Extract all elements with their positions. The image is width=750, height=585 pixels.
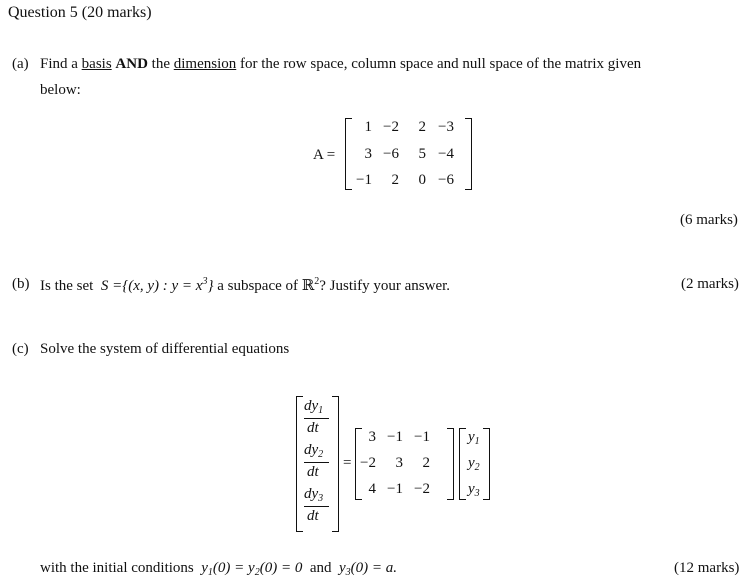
- part-c-text: Solve the system of differential equations: [40, 341, 290, 357]
- matrix-a-cell: 2: [391, 172, 399, 188]
- coefficient-matrix-cell: 2: [422, 455, 430, 471]
- question-title: Question 5 (20 marks): [8, 4, 152, 21]
- derivative-denominator: dt: [307, 420, 319, 436]
- matrix-a-right-bracket: [465, 118, 472, 190]
- matrix-a-cell: −1: [356, 172, 372, 188]
- matrix-a-cell: 5: [418, 146, 426, 162]
- dimension-word: dimension: [173, 56, 237, 72]
- matrix-a-cell: 0: [418, 172, 426, 188]
- fraction-bar: [304, 506, 329, 507]
- fraction-bar: [304, 418, 329, 419]
- real-space-symbol: ℝ: [301, 278, 315, 294]
- matrix-a-cell: −6: [438, 172, 454, 188]
- part-a-text: Find a basis AND the dimension for the row space, column space and null space of the matrix given: [40, 56, 642, 72]
- y-vector-cell: $y_3$: [468, 481, 480, 499]
- coefficient-matrix-cell: −1: [387, 481, 403, 497]
- system-equals: =: [343, 455, 352, 471]
- coefficient-matrix-cell: −2: [360, 455, 376, 471]
- matrix-a-cell: −2: [383, 119, 399, 135]
- part-b-label: (b): [12, 276, 30, 292]
- coef-right-bracket: [447, 428, 454, 500]
- part-c-label: (c): [12, 341, 29, 357]
- matrix-a-cell: 2: [418, 119, 426, 135]
- part-b-marks: (2 marks): [681, 276, 739, 292]
- basis-word: basis: [81, 56, 112, 72]
- deriv-left-bracket: [296, 396, 303, 532]
- matrix-a-name: A =: [313, 147, 336, 163]
- derivative-denominator: dt: [307, 508, 319, 524]
- matrix-a-cell: −6: [383, 146, 399, 162]
- derivative-denominator: dt: [307, 464, 319, 480]
- part-c-marks: (12 marks): [674, 560, 740, 576]
- coefficient-matrix-cell: −1: [414, 429, 430, 445]
- coefficient-matrix-cell: −2: [414, 481, 430, 497]
- part-b-text: Is the set S ={(x, y) : $y = x^3$} a subspace of ℝ$^2$? Justify your answer.: [40, 276, 451, 294]
- set-expression: S ={(x, y) : $y = x^3$}: [100, 276, 214, 294]
- coefficient-matrix-cell: 3: [368, 429, 376, 445]
- derivative-numerator: $dy_2$: [304, 442, 324, 460]
- fraction-bar: [304, 462, 329, 463]
- matrix-a-cell: 3: [364, 146, 372, 162]
- yvec-left-bracket: [459, 428, 466, 500]
- coefficient-matrix-cell: 3: [395, 455, 403, 471]
- matrix-a-cell: −3: [438, 119, 454, 135]
- coefficient-matrix-cell: 4: [368, 481, 376, 497]
- derivative-numerator: $dy_1$: [304, 398, 324, 416]
- part-a-label: (a): [12, 56, 29, 72]
- part-a-marks: (6 marks): [680, 212, 738, 228]
- part-a-text-cont: below:: [40, 82, 81, 98]
- matrix-a-cell: −4: [438, 146, 454, 162]
- y-vector-cell: $y_2$: [468, 455, 480, 473]
- yvec-right-bracket: [483, 428, 490, 500]
- initial-conditions: with the initial conditions $y_1(0) = y_2(0) = 0$ and $y_3(0) = a$.: [40, 560, 398, 578]
- deriv-right-bracket: [332, 396, 339, 532]
- matrix-a-cell: 1: [364, 119, 372, 135]
- coefficient-matrix-cell: −1: [387, 429, 403, 445]
- y-vector-cell: $y_1$: [468, 429, 480, 447]
- derivative-numerator: $dy_3$: [304, 486, 324, 504]
